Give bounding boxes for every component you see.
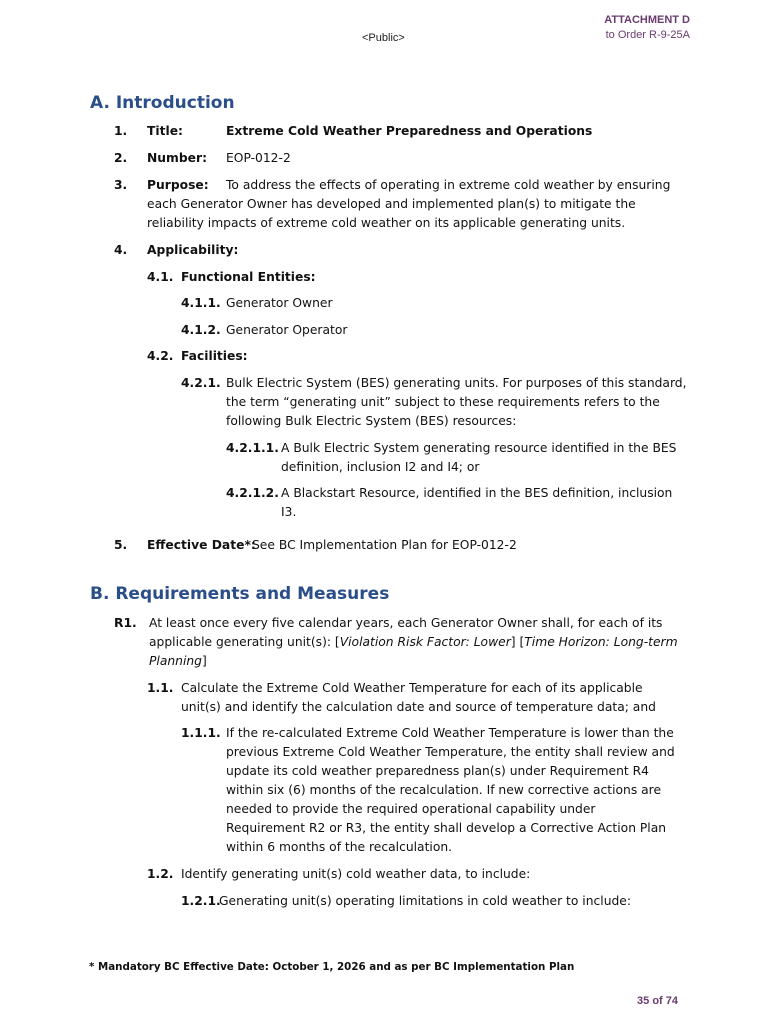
purpose-text-line-3: reliability impacts of extreme cold weather on its applicable generating units. <box>147 216 626 230</box>
bes-units-line-1: Bulk Electric System (BES) generating units. For purposes of this standard, <box>226 376 687 390</box>
generator-operator-number: 4.1.2. <box>181 323 221 337</box>
generator-owner-label: Generator Owner <box>226 296 333 310</box>
title-label: Title: <box>147 124 183 138</box>
bes-units-line-2: the term “generating unit” subject to these requirements refers to the <box>226 395 660 409</box>
r1-1-1-number: 1.1.1. <box>181 726 221 740</box>
r1-line-3 <box>149 652 207 671</box>
effective-date-label: Effective Date*: <box>147 538 256 552</box>
applicability-number: 4. <box>114 243 128 257</box>
section-a-heading: A. Introduction <box>90 93 235 113</box>
r1-2-1-number: 1.2.1. <box>181 894 221 908</box>
generator-owner-number: 4.1.1. <box>181 296 221 310</box>
section-b-heading: B. Requirements and Measures <box>90 584 390 604</box>
facilities-number: 4.2. <box>147 349 174 363</box>
effective-date-number: 5. <box>114 538 128 552</box>
r1-1-1-line-1: If the re-calculated Extreme Cold Weather Temperature is lower than the <box>226 726 674 740</box>
bes-units-number: 4.2.1. <box>181 376 221 390</box>
r1-1-1-line-2: previous Extreme Cold Weather Temperature, the entity shall review and <box>226 745 675 759</box>
facilities-label: Facilities: <box>181 349 248 363</box>
blackstart-number: 4.2.1.2. <box>226 486 279 500</box>
title-value: Extreme Cold Weather Preparedness and Operations <box>226 124 593 138</box>
purpose-number: 3. <box>114 178 128 192</box>
footnote: * Mandatory BC Effective Date: October 1, 2026 and as per BC Implementation Plan <box>89 961 575 973</box>
bes-resource-number: 4.2.1.1. <box>226 441 279 455</box>
attachment-subtitle: to Order R-9-25A <box>605 29 690 41</box>
applicability-label: Applicability: <box>147 243 239 257</box>
generator-operator-label: Generator Operator <box>226 323 348 337</box>
r1-1-1-line-3: update its cold weather preparedness plan(s) under Requirement R4 <box>226 764 649 778</box>
r1-2-1-line-1: Generating unit(s) operating limitations in cold weather to include: <box>219 894 631 908</box>
number-number: 2. <box>114 151 128 165</box>
r1-1-number: 1.1. <box>147 681 174 695</box>
r1-line-2 <box>149 633 678 652</box>
r1-line-1: At least once every five calendar years, each Generator Owner shall, for each of its <box>149 616 663 630</box>
r1-line-2-prefix: applicable generating unit(s): [ <box>149 635 340 649</box>
time-horizon: Time Horizon: Long-term <box>524 635 678 649</box>
bes-resource-line-1: A Bulk Electric System generating resource identified in the BES <box>281 441 677 455</box>
effective-date-value: See BC Implementation Plan for EOP-012-2 <box>252 538 517 552</box>
r1-1-line-1: Calculate the Extreme Cold Weather Temperature for each of its applicable <box>181 681 643 695</box>
public-label: <Public> <box>362 32 405 44</box>
r1-line-2-separator: ] [ <box>510 635 525 649</box>
title-number: 1. <box>114 124 128 138</box>
blackstart-line-2: I3. <box>281 505 297 519</box>
r1-1-1-line-7: within 6 months of the recalculation. <box>226 840 453 854</box>
violation-risk-factor: Violation Risk Factor: Lower <box>339 635 511 649</box>
blackstart-line-1: A Blackstart Resource, identified in the BES definition, inclusion <box>281 486 673 500</box>
functional-entities-number: 4.1. <box>147 270 174 284</box>
r1-number: R1. <box>114 616 137 630</box>
purpose-label: Purpose: <box>147 178 209 192</box>
number-value: EOP-012-2 <box>226 151 291 165</box>
bes-resource-line-2: definition, inclusion I2 and I4; or <box>281 460 480 474</box>
r1-2-number: 1.2. <box>147 867 174 881</box>
purpose-text-line-2: each Generator Owner has developed and implemented plan(s) to mitigate the <box>147 197 636 211</box>
r1-line-3-suffix: ] <box>201 654 207 668</box>
r1-1-1-line-6: Requirement R2 or R3, the entity shall develop a Corrective Action Plan <box>226 821 667 835</box>
r1-1-1-line-4: within six (6) months of the recalculation. If new corrective actions are <box>226 783 662 797</box>
purpose-text-line-1: To address the effects of operating in extreme cold weather by ensuring <box>226 178 671 192</box>
r1-2-line-1: Identify generating unit(s) cold weather data, to include: <box>181 867 531 881</box>
r1-1-1-line-5: needed to provide the required operational capability under <box>226 802 596 816</box>
bes-units-line-3: following Bulk Electric System (BES) resources: <box>226 414 517 428</box>
functional-entities-label: Functional Entities: <box>181 270 316 284</box>
r1-1-line-2: unit(s) and identify the calculation date and source of temperature data; and <box>181 700 656 714</box>
page-number: 35 of 74 <box>637 995 678 1007</box>
time-horizon-continued: Planning <box>149 654 202 668</box>
attachment-title: ATTACHMENT D <box>604 14 690 26</box>
number-label: Number: <box>147 151 207 165</box>
